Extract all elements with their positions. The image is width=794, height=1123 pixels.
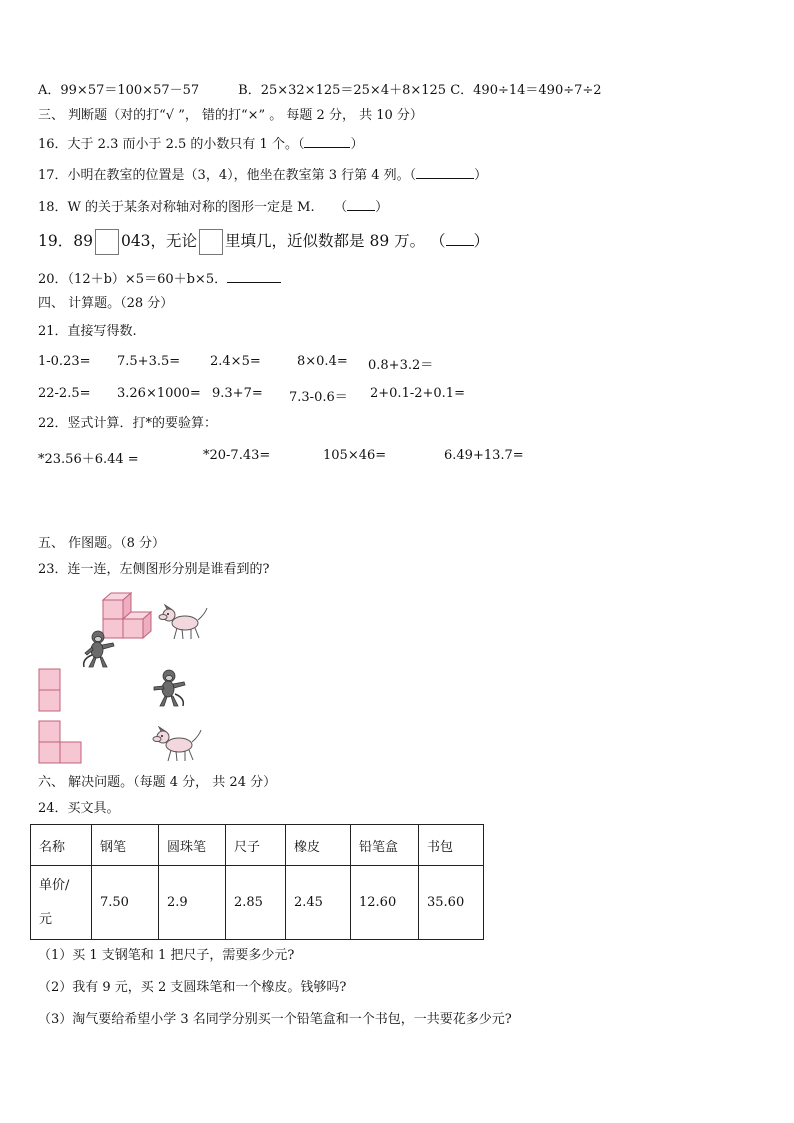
q21-r1-c4: 8×0.4= xyxy=(297,354,348,369)
table-header-cell: 橡皮 xyxy=(286,825,351,866)
q22-item-2: *20-7.43= xyxy=(203,448,271,463)
q21-r2-c4: 7.3-0.6＝ xyxy=(289,390,348,405)
section6-title: 六、 解决问题。（每题 4 分， 共 24 分） xyxy=(38,775,277,790)
q19 xyxy=(38,229,489,255)
q24-sub2: （2）我有 9 元，买 2 支圆珠笔和一个橡皮。钱够吗? xyxy=(38,980,347,995)
dog-icon xyxy=(151,726,203,764)
q22-item-3: 105×46= xyxy=(323,448,387,463)
q22-item-1: *23.56＋6.44 = xyxy=(38,452,139,467)
row-label-line-2: 元 xyxy=(39,911,53,927)
q18-text: 18．W 的关于某条对称轴对称的图形一定是 M. （ xyxy=(38,200,348,215)
q21-title: 21．直接写得数. xyxy=(38,324,137,339)
side-view-shape-icon xyxy=(38,720,84,764)
q22-title: 22．竖式计算．打*的要验算： xyxy=(38,416,218,431)
q20-text: 20．（12＋b）×5＝60＋b×5． xyxy=(38,272,228,287)
q21-r1-c2: 7.5+3.5= xyxy=(117,354,181,369)
table-header-row xyxy=(31,825,484,866)
table-header-cell: 钢笔 xyxy=(92,825,159,866)
price-table xyxy=(30,824,484,940)
section5-title: 五、 作图题。（8 分） xyxy=(38,536,166,551)
q18 xyxy=(38,199,388,216)
q19-close: ） xyxy=(473,232,490,250)
table-cell: 2.85 xyxy=(226,866,286,940)
q18-close: ） xyxy=(375,200,389,215)
q18-answer-blank[interactable] xyxy=(347,199,375,211)
q19-part3: 里填几，近似数都是 89 万。 （ xyxy=(225,232,446,250)
table-header-cell: 尺子 xyxy=(226,825,286,866)
q21-r2-c1: 22-2.5= xyxy=(38,386,91,401)
q21-r1-c1: 1-0.23= xyxy=(38,354,91,369)
q21-r2-c3: 9.3+7= xyxy=(212,386,263,401)
q19-part1: 19．89 xyxy=(38,232,93,250)
q21-r1-c3: 2.4×5= xyxy=(210,354,261,369)
front-view-shape-icon xyxy=(38,668,62,712)
q21-r2-c5: 2+0.1-2+0.1= xyxy=(370,386,465,401)
section4-title: 四、 计算题。（28 分） xyxy=(38,296,174,311)
table-header-cell: 书包 xyxy=(419,825,484,866)
q24-sub3: （3）淘气要给希望小学 3 名同学分别买一个铅笔盒和一个书包，一共要花多少元? xyxy=(38,1012,512,1027)
q17-text: 17．小明在教室的位置是（3，4），他坐在教室第 3 行第 4 列。（ xyxy=(38,168,417,183)
table-cell: 7.50 xyxy=(92,866,159,940)
table-row-label xyxy=(31,866,92,940)
q20-answer-blank[interactable] xyxy=(227,271,281,283)
table-header-cell: 圆珠笔 xyxy=(159,825,226,866)
table-cell: 35.60 xyxy=(419,866,484,940)
q17-answer-blank[interactable] xyxy=(416,167,474,179)
table-cell: 2.9 xyxy=(159,866,226,940)
row-label-line-1: 单价/ xyxy=(39,877,70,893)
table-cell: 2.45 xyxy=(286,866,351,940)
q16-close: ） xyxy=(350,137,364,152)
dog-icon xyxy=(157,604,209,642)
q16-text: 16．大于 2.3 而小于 2.5 的小数只有 1 个。（ xyxy=(38,137,305,152)
q15-options: A．99×57＝100×57－57 B．25×32×125＝25×4＋8×125 C．490÷14＝490÷7÷2 xyxy=(38,83,602,98)
q19-answer-blank[interactable] xyxy=(446,234,474,246)
monkey-icon xyxy=(151,668,187,708)
section3-title: 三、 判断题（对的打“√ ”， 错的打“×” 。 每题 2 分， 共 10 分） xyxy=(38,108,423,123)
q24-sub1: （1）买 1 支钢笔和 1 把尺子，需要多少元? xyxy=(38,948,295,963)
q24-title: 24．买文具。 xyxy=(38,801,120,816)
q23-title: 23．连一连，左侧图形分别是谁看到的? xyxy=(38,562,270,577)
q16-answer-blank[interactable] xyxy=(304,136,350,148)
q16 xyxy=(38,136,363,153)
q22-item-4: 6.49+13.7= xyxy=(444,448,524,463)
monkey-icon xyxy=(80,629,116,669)
q19-digit-box-2[interactable] xyxy=(199,229,223,255)
table-header-cell: 铅笔盒 xyxy=(351,825,419,866)
q21-r2-c2: 3.26×1000= xyxy=(117,386,201,401)
q21-r1-c5: 0.8+3.2＝ xyxy=(368,358,434,373)
q19-digit-box[interactable] xyxy=(95,229,119,255)
q17 xyxy=(38,167,487,184)
table-cell: 12.60 xyxy=(351,866,419,940)
q17-close: ） xyxy=(474,168,488,183)
table-header-cell: 名称 xyxy=(31,825,92,866)
q19-part2: 043，无论 xyxy=(120,232,198,250)
table-row xyxy=(31,866,484,940)
q20 xyxy=(38,271,281,288)
